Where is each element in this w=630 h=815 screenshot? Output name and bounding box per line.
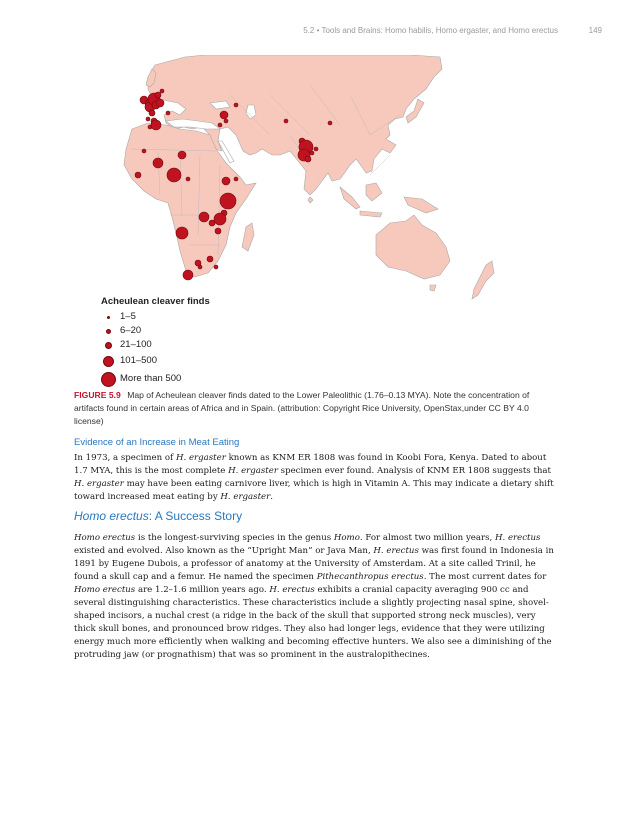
- legend-dot-xs: [107, 316, 110, 319]
- find-marker: [135, 172, 141, 178]
- find-marker: [214, 213, 226, 225]
- legend-label-5: More than 500: [120, 373, 182, 384]
- find-marker: [146, 117, 150, 121]
- paragraph-homo-erectus: Homo erectus is the longest-surviving species in the genus Homo. For almost two million years, H. erectus existed and evolved. Also known as the “Upright Man” or Java Man, H. erectus was first found in Indonesia in 1891 by Eugene Dubois, a professor of anatomy at the University of Amsterdam. At a site called Trinil, he found a skull cap and a femur. He named the specimen Pithecanthropus erectus. The most current dates for Homo erectus are 1.2–1.6 million years ago. H. erectus exhibits a cranial capacity averaging 900 cc and several distinguishing characteristics. These characteristics include a slightly projecting nasal spine, shovel-shaped incisors, a nuchal crest (a ridge in the back of the skull that supported strong neck muscles), very thick skull bones, and pronounced brow ridges. They also had longer legs, evidence that they were utilizing energy much more efficiently when walking and becoming effective hunters. We also see a diminishing of the protruding jaw (or prognathism) that was so prominent in the australopithecines.: [74, 533, 554, 660]
- find-marker: [234, 177, 238, 181]
- find-marker: [224, 119, 228, 123]
- find-marker: [151, 120, 161, 130]
- figure-caption: [74, 389, 554, 428]
- map-legend: [101, 296, 210, 388]
- find-marker: [218, 123, 222, 127]
- find-marker: [207, 256, 213, 262]
- find-marker: [220, 193, 236, 209]
- australia-landmass: [376, 215, 450, 279]
- find-marker: [166, 111, 170, 115]
- find-marker: [198, 265, 202, 269]
- legend-label-4: 101–500: [120, 355, 157, 366]
- legend-item-5: [101, 370, 210, 388]
- paragraph-meat-eating: In 1973, a specimen of H. ergaster known as KNM ER 1808 was found in Koobi Fora, Kenya. Dated to about 1.7 MYA, this is the most complete H. ergaster specimen ever found. Analysis of KNM ER 1808 suggests that H. ergaster may have been eating carnivore liver, which is high in Vitamin A. This may indicate a dietary shift toward increased meat eating by H. ergaster.: [74, 453, 554, 502]
- find-marker: [142, 149, 146, 153]
- find-marker: [284, 119, 288, 123]
- map-svg: [70, 55, 615, 305]
- legend-label-3: 21–100: [120, 339, 152, 350]
- find-marker: [234, 103, 238, 107]
- legend-item-2: [101, 324, 210, 338]
- find-marker: [178, 151, 186, 159]
- legend-item-3: [101, 338, 210, 352]
- legend-label-2: 6–20: [120, 325, 142, 336]
- find-marker: [155, 92, 161, 98]
- sri-lanka-landmass: [308, 197, 313, 203]
- find-marker: [328, 121, 332, 125]
- legend-label-1: 1–5: [120, 311, 136, 322]
- tasmania-landmass: [430, 285, 436, 291]
- find-marker: [156, 99, 164, 107]
- legend-title: Acheulean cleaver finds: [101, 296, 210, 307]
- find-marker: [160, 89, 164, 93]
- page-number: 149: [588, 26, 602, 35]
- find-marker: [183, 270, 193, 280]
- borneo-landmass: [366, 183, 382, 201]
- new-zealand-landmass: [472, 261, 494, 299]
- figure-label: FIGURE 5.9: [74, 390, 121, 400]
- find-marker: [214, 265, 218, 269]
- legend-dot-l: [103, 356, 114, 367]
- legend-dot-xl: [101, 372, 116, 387]
- find-marker: [176, 227, 188, 239]
- acheulean-cleaver-map: [70, 55, 615, 305]
- find-marker: [149, 110, 155, 116]
- find-marker: [220, 111, 228, 119]
- running-title: 5.2 • Tools and Brains: Homo habilis, Homo ergaster, and Homo erectus: [303, 26, 558, 35]
- find-marker: [215, 228, 221, 234]
- find-marker: [209, 220, 215, 226]
- java-landmass: [360, 211, 382, 217]
- find-marker: [167, 168, 181, 182]
- find-marker: [222, 177, 230, 185]
- new-guinea-landmass: [404, 197, 438, 213]
- sumatra-landmass: [340, 187, 360, 209]
- find-marker: [153, 158, 163, 168]
- madagascar-landmass: [242, 223, 254, 251]
- section-heading-meat-eating: Evidence of an Increase in Meat Eating: [74, 437, 240, 448]
- legend-item-1: [101, 310, 210, 324]
- caption-text: Map of Acheulean cleaver finds dated to the Lower Paleolithic (1.76–0.13 MYA). Note the concentration of artifacts found in certain areas of Africa and in Spain. (attribution: Copyright Rice University, OpenStax,under CC BY 4.0 license): [74, 390, 530, 426]
- find-marker: [314, 147, 318, 151]
- find-marker: [199, 212, 209, 222]
- find-marker: [305, 156, 311, 162]
- section-heading-homo-erectus: Homo erectus: A Success Story: [74, 509, 243, 523]
- legend-item-4: [101, 352, 210, 370]
- legend-dot-m: [105, 342, 112, 349]
- legend-dot-s: [106, 329, 111, 334]
- find-marker: [186, 177, 190, 181]
- find-marker: [310, 151, 314, 155]
